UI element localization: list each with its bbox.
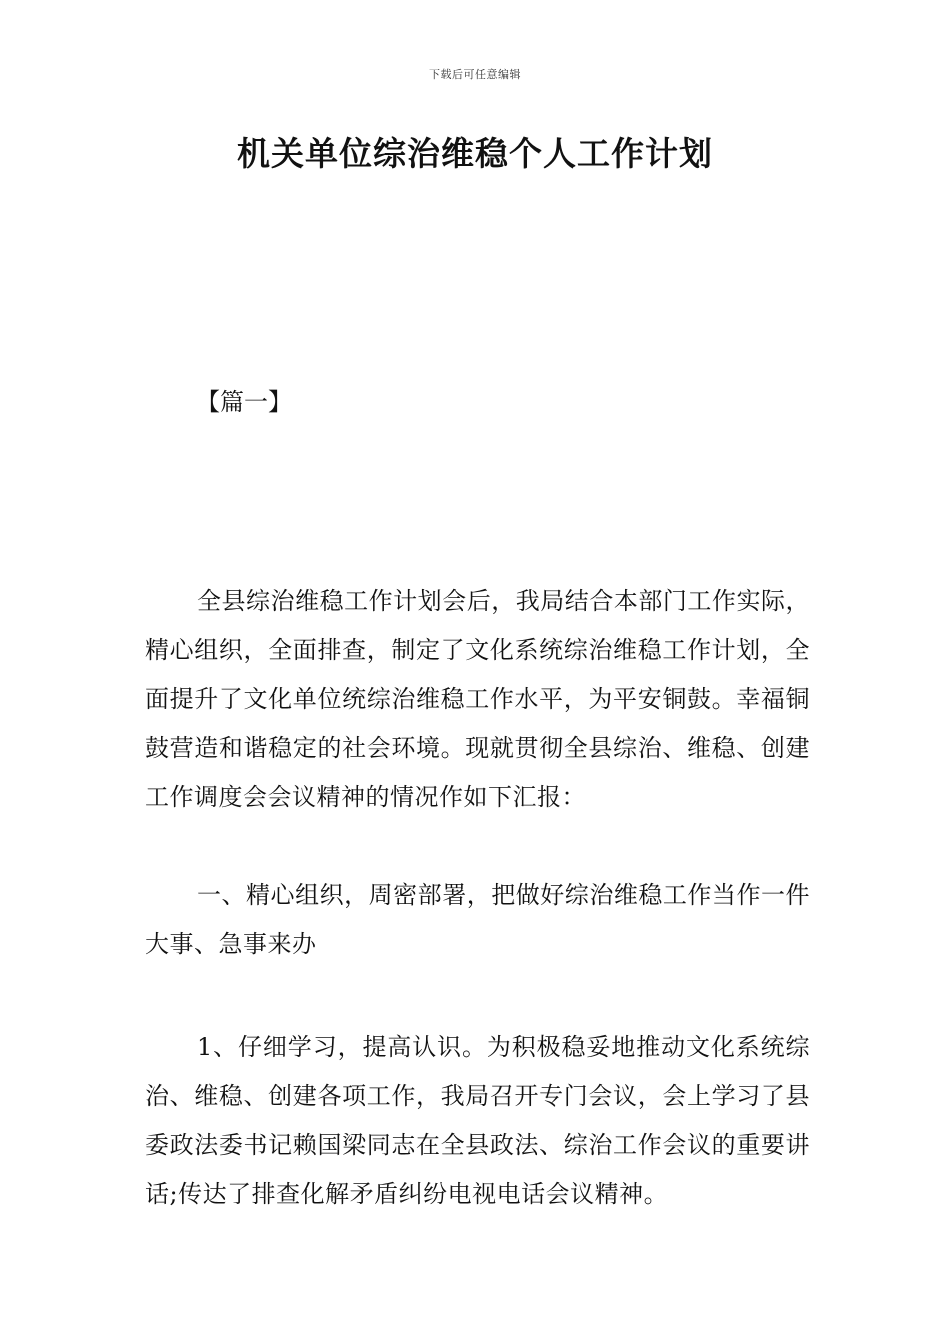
paragraph-heading-one: 一、精心组织，周密部署，把做好综治维稳工作当作一件大事、急事来办 [145,881,810,958]
paragraph-item-one: 1、仔细学习，提高认识。为积极稳妥地推动文化系统综治、维稳、创建各项工作，我局召开专门会议，会上学习了县委政法委书记赖国梁同志在全县政法、综治工作会议的重要讲话;传达了排查化解矛盾纠纷电视电话会议精神。 [145,1033,810,1208]
document-title: 机关单位综治维稳个人工作计划 [237,134,713,173]
header-note: 下载后可任意编辑 [429,68,521,81]
section-label: 【篇一】 [196,388,292,416]
paragraph-intro: 全县综治维稳工作计划会后，我局结合本部门工作实际，精心组织，全面排查，制定了文化系统综治维稳工作计划，全面提升了文化单位统综治维稳工作水平，为平安铜鼓。幸福铜鼓营造和谐稳定的社会环境。现就贯彻全县综治、维稳、创建工作调度会会议精神的情况作如下汇报： [145,587,810,811]
